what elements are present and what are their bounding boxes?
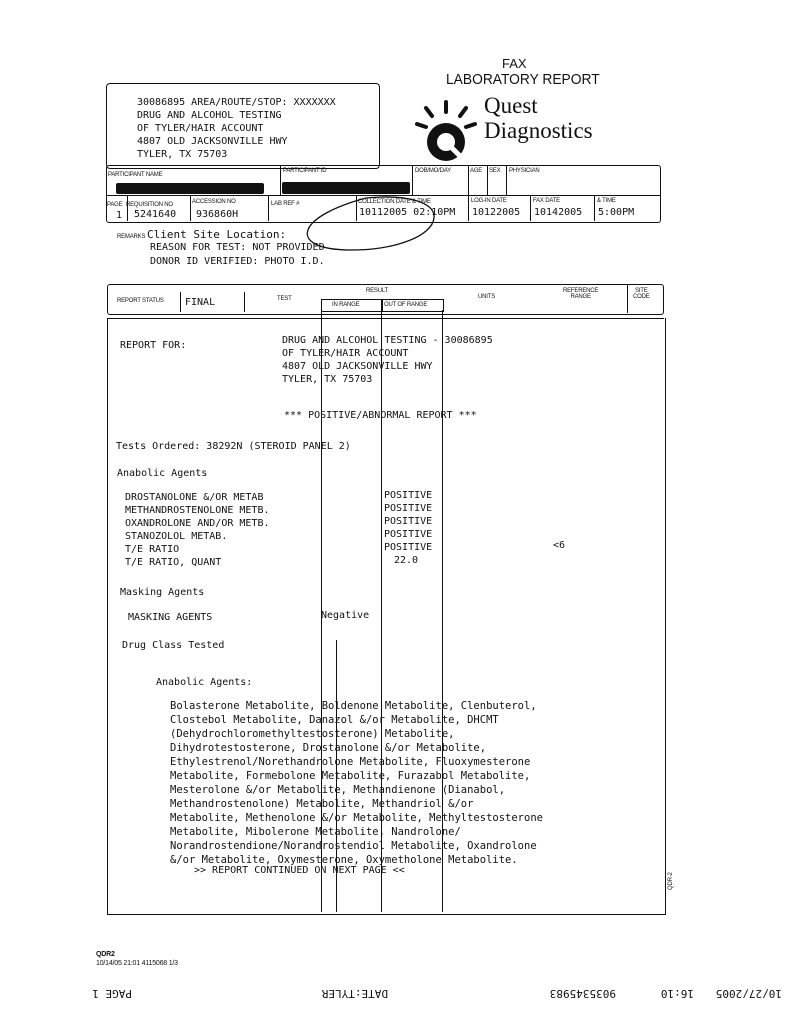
grid-line xyxy=(190,196,191,221)
remarks-line: REASON FOR TEST: NOT PROVIDED xyxy=(150,242,325,253)
address-line: OF TYLER/HAIR ACCOUNT xyxy=(137,123,264,134)
grid-line xyxy=(487,166,488,195)
fax-date-stamp: 10/27/2005 xyxy=(715,987,782,1000)
remarks-line: DONOR ID VERIFIED: PHOTO I.D. xyxy=(150,256,325,267)
masking-test: MASKING AGENTS xyxy=(128,612,213,623)
page-value: 1 xyxy=(116,210,123,221)
drug-class-heading: Drug Class Tested xyxy=(122,640,225,651)
report-body-top xyxy=(107,318,664,319)
result-value: POSITIVE xyxy=(384,490,433,501)
list-item: Norandrostendione/Norandrostendiol Metabolite, Oxandrolone xyxy=(170,840,537,852)
masking-heading: Masking Agents xyxy=(120,587,205,598)
remarks-label: REMARKS xyxy=(117,234,146,240)
result-column-header: RESULT xyxy=(366,288,389,294)
side-code: QDR-2 xyxy=(668,872,674,890)
grid-line xyxy=(127,196,128,221)
site-label: SITE xyxy=(635,288,648,294)
logo-line-2: Diagnostics xyxy=(484,118,593,143)
fax-phone-stamp: 9035345983 xyxy=(549,987,616,1000)
result-value: POSITIVE xyxy=(384,542,433,553)
collection-value: 10112005 02:10PM xyxy=(359,207,456,218)
units-column-header: UNITS xyxy=(478,294,496,300)
result-value: POSITIVE xyxy=(384,516,433,527)
list-item: (Dehydrochloromethyltestosterone) Metabolite, xyxy=(170,728,455,740)
accession-label: ACCESSION NO xyxy=(192,199,236,205)
grid-line xyxy=(268,196,269,221)
table-row: T/E RATIO xyxy=(125,544,180,555)
report-continued: >> REPORT CONTINUED ON NEXT PAGE << xyxy=(194,865,405,876)
grid-line xyxy=(412,166,413,195)
masking-result: Negative xyxy=(321,610,370,621)
address-block xyxy=(137,96,336,161)
list-item: Clostebol Metabolite, Danazol &/or Metabolite, DHCMT xyxy=(170,714,499,726)
log-in-label: LOG-IN DATE xyxy=(471,198,507,204)
grid-line xyxy=(627,284,628,313)
result-value: 22.0 xyxy=(394,555,419,566)
grid-line xyxy=(280,166,281,195)
list-item: Ethylestrenol/Norethandrolone Metabolite, Fluoxymesterone xyxy=(170,756,531,768)
table-row: T/E RATIO, QUANT xyxy=(125,557,222,568)
code-label: CODE xyxy=(633,294,650,300)
grid-line xyxy=(530,196,531,221)
address-line: DRUG AND ALCOHOL TESTING xyxy=(137,110,282,121)
quest-logo-icon xyxy=(412,98,480,164)
time-value: 5:00PM xyxy=(598,207,635,218)
grid-line xyxy=(468,196,469,221)
grid-line xyxy=(244,292,245,312)
anabolic-results xyxy=(125,491,270,569)
test-column-header: TEST xyxy=(277,296,292,302)
remarks-line: Client Site Location: xyxy=(147,228,287,241)
list-item: Methandrostenolone) Metabolite, Methandriol &/or xyxy=(170,798,474,810)
list-item: &/or Metabolite, Oxymesterone, Oxymetholone Metabolite. xyxy=(170,854,518,866)
tests-ordered: Tests Ordered: 38292N (STEROID PANEL 2) xyxy=(116,441,351,452)
list-item: Metabolite, Formebolone Metabolite, Furazabol Metabolite, xyxy=(170,770,531,782)
site-code-header xyxy=(633,288,650,300)
list-item: Metabolite, Mibolerone Metabolite, Nandrolone/ xyxy=(170,826,461,838)
report-for-line: OF TYLER/HAIR ACCOUNT xyxy=(282,348,409,359)
list-item: Dihydrotestosterone, Drostanolone &/or Metabolite, xyxy=(170,742,487,754)
result-value: POSITIVE xyxy=(384,503,433,514)
grid-line xyxy=(594,196,595,221)
anabolic-agents-label: Anabolic Agents: xyxy=(156,677,253,688)
report-status-label: REPORT STATUS xyxy=(117,298,164,304)
requisition-label: REQUISITION NO xyxy=(126,202,173,208)
report-for-line: 4807 OLD JACKSONVILLE HWY xyxy=(282,361,433,372)
page-label: PAGE xyxy=(107,202,123,208)
sex-label: SEX xyxy=(489,168,501,174)
address-line: 4807 OLD JACKSONVILLE HWY xyxy=(137,136,288,147)
report-for-line: TYLER, TX 75703 xyxy=(282,374,373,385)
footer-timestamp: 10/14/05 21:01 4115068 1/3 xyxy=(96,960,178,967)
table-row: STANOZOLOL METAB. xyxy=(125,531,228,542)
reference-label: REFERENCE xyxy=(563,288,599,294)
time-label: & TIME xyxy=(597,198,616,204)
redacted-participant-name xyxy=(116,183,264,194)
report-for-line: DRUG AND ALCOHOL TESTING - 30086895 xyxy=(282,335,493,346)
requisition-value: 5241640 xyxy=(134,209,177,220)
participant-id-label: PARTICIPANT ID xyxy=(283,168,327,174)
anabolic-result-values xyxy=(384,489,432,567)
fax-label: FAX xyxy=(502,56,527,71)
address-line: TYLER, TX 75703 xyxy=(137,149,228,160)
report-title: LABORATORY REPORT xyxy=(446,71,600,88)
anabolic-heading: Anabolic Agents xyxy=(117,468,208,479)
footer-code: QDR2 xyxy=(96,951,115,958)
accession-value: 936860H xyxy=(196,209,239,220)
out-of-range-label: OUT OF RANGE xyxy=(384,302,428,308)
result-value: POSITIVE xyxy=(384,529,433,540)
in-range-label: IN RANGE xyxy=(332,302,360,308)
lab-ref-label: LAB REF # xyxy=(271,201,300,207)
list-item: Metabolite, Methenolone &/or Metabolite, Methyltestosterone xyxy=(170,812,543,824)
positive-banner: *** POSITIVE/ABNORMAL REPORT *** xyxy=(284,410,477,421)
participant-name-label: PARTICIPANT NAME xyxy=(108,172,163,178)
dob-label: DOB/MO/DAY xyxy=(415,168,451,174)
fax-date-label-stamp: DATE:TYLER xyxy=(321,987,388,1000)
grid-line xyxy=(468,166,469,195)
report-for-label: REPORT FOR: xyxy=(120,340,187,351)
fax-date-label: FAX DATE xyxy=(533,198,560,204)
fax-transmission-strip xyxy=(0,984,800,1002)
grid-line xyxy=(180,292,181,312)
list-item: Bolasterone Metabolite, Boldenone Metabolite, Clenbuterol, xyxy=(170,700,537,712)
range-label: RANGE xyxy=(570,294,591,300)
fax-page-stamp: PAGE 1 xyxy=(92,987,132,1000)
table-row: DROSTANOLONE &/OR METAB xyxy=(125,492,264,503)
reference-range-header xyxy=(563,288,598,300)
physician-label: PHYSICIAN xyxy=(509,168,540,174)
age-label: AGE xyxy=(470,168,483,174)
logo-line-1: Quest xyxy=(484,93,538,118)
anabolic-agent-list xyxy=(170,699,543,867)
table-row: OXANDROLONE AND/OR METB. xyxy=(125,518,270,529)
quest-logo-text xyxy=(484,93,593,143)
report-for-block xyxy=(282,334,493,386)
collection-label: COLLECTION DATE & TIME xyxy=(358,199,431,205)
grid-line xyxy=(506,166,507,195)
report-status-value: FINAL xyxy=(185,297,216,308)
reference-value: <6 xyxy=(553,540,566,551)
table-row: METHANDROSTENOLONE METB. xyxy=(125,505,270,516)
fax-time-stamp: 16:10 xyxy=(660,987,694,1000)
log-in-value: 10122005 xyxy=(472,207,521,218)
list-item: Mesterolone &/or Metabolite, Methandienone (Dianabol, xyxy=(170,784,506,796)
address-line: 30086895 AREA/ROUTE/STOP: XXXXXXX xyxy=(137,97,336,108)
fax-date-value: 10142005 xyxy=(534,207,583,218)
